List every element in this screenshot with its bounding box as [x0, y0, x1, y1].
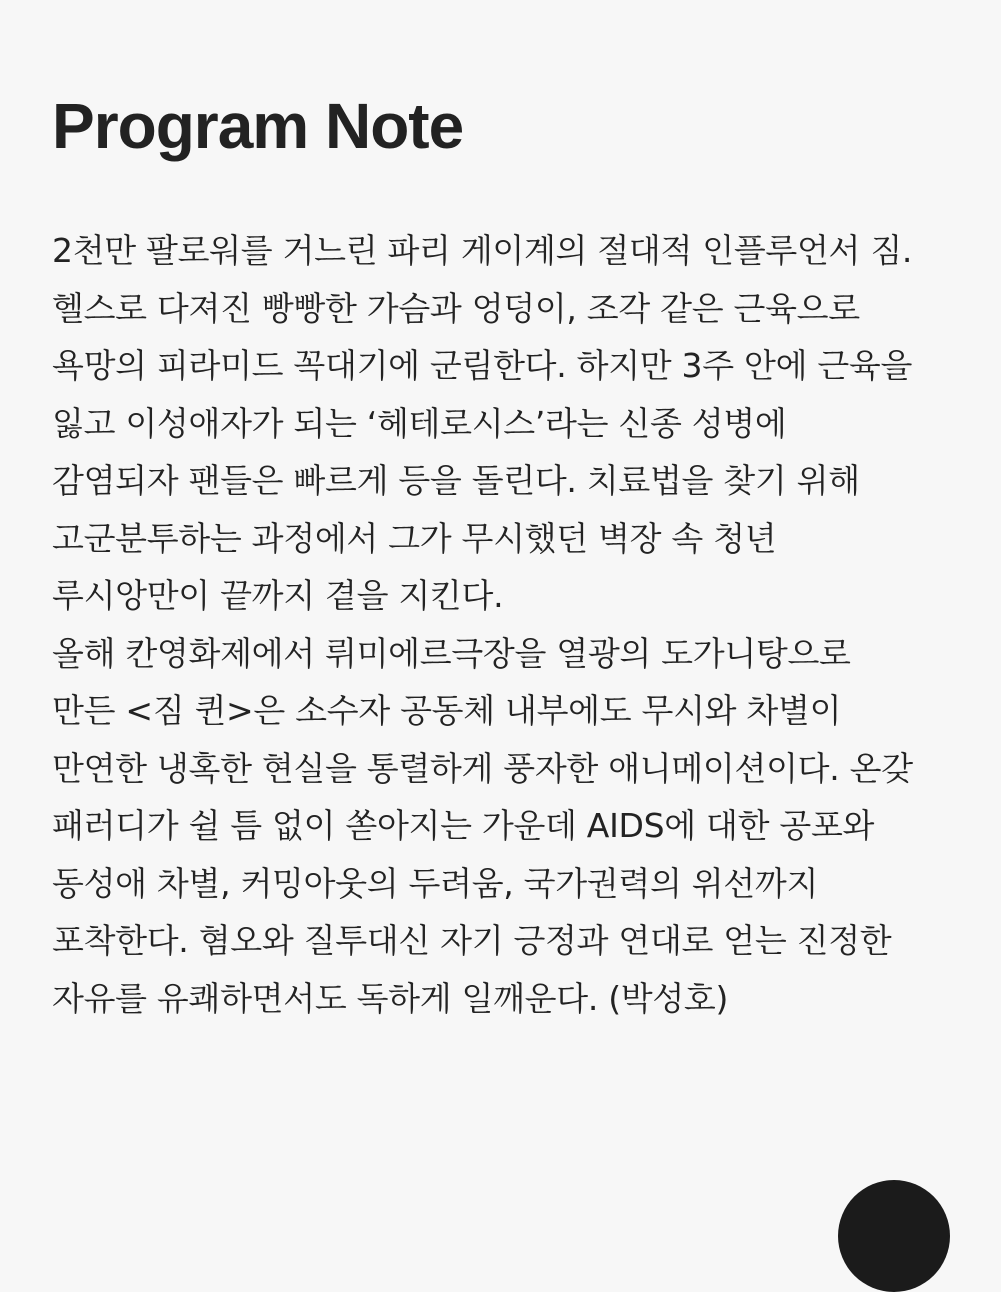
program-note-body [52, 222, 982, 1027]
body-line: 잃고 이성애자가 되는 ‘헤테로시스’라는 신종 성병에 [52, 403, 787, 443]
body-line: 욕망의 피라미드 꼭대기에 군림한다. 하지만 3주 안에 근육을 [52, 346, 913, 385]
body-line: 올해 칸영화제에서 뤼미에르극장을 열광의 도가니탕으로 [52, 633, 851, 673]
body-line: 감염되자 팬들은 빠르게 등을 돌린다. 치료법을 찾기 위해 [52, 461, 860, 500]
body-line: 헬스로 다져진 빵빵한 가슴과 엉덩이, 조각 같은 근육으로 [52, 288, 860, 328]
body-line: 2천만 팔로워를 거느린 파리 게이계의 절대적 인플루언서 짐. [52, 231, 913, 270]
body-line: 동성애 차별, 커밍아웃의 두려움, 국가권력의 위선까지 [52, 863, 819, 903]
floating-action-button[interactable] [838, 1180, 950, 1292]
body-line: 고군분투하는 과정에서 그가 무시했던 벽장 속 청년 [52, 518, 777, 558]
page-title: Program Note [52, 90, 464, 162]
body-line: 만든 <짐 퀸>은 소수자 공동체 내부에도 무시와 차별이 [52, 691, 842, 730]
body-line: 자유를 유쾌하면서도 독하게 일깨운다. (박성호) [52, 978, 729, 1018]
body-line: 패러디가 쉴 틈 없이 쏟아지는 가운데 AIDS에 대한 공포와 [52, 806, 875, 845]
body-line: 루시앙만이 끝까지 곁을 지킨다. [52, 576, 504, 615]
body-line: 만연한 냉혹한 현실을 통렬하게 풍자한 애니메이션이다. 온갖 [52, 748, 913, 788]
body-line: 포착한다. 혐오와 질투대신 자기 긍정과 연대로 얻는 진정한 [52, 921, 892, 960]
